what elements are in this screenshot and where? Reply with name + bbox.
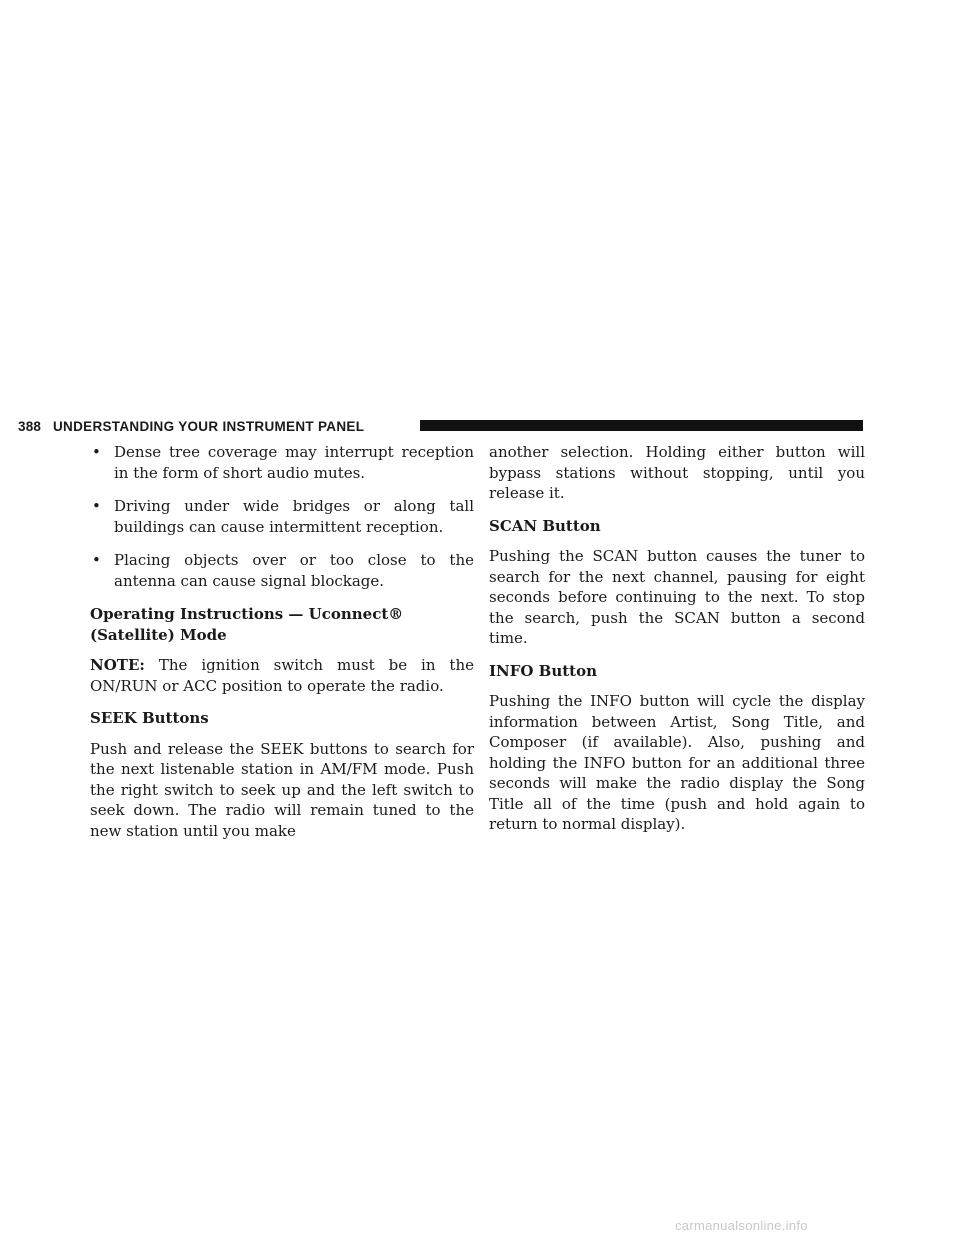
watermark: carmanualsonline.info bbox=[675, 1218, 808, 1233]
scan-paragraph: Pushing the SCAN button causes the tuner to search for the next channel, pausing for eight seconds before continuing to the next. To stop the search, push the SCAN button a second time. bbox=[489, 547, 865, 647]
info-heading: INFO Button bbox=[489, 661, 598, 680]
bullet-text: Driving under wide bridges or along tall buildings can cause intermittent reception. bbox=[114, 497, 474, 536]
right-column bbox=[489, 442, 865, 847]
bullet-item bbox=[90, 550, 474, 591]
bullet-icon: • bbox=[92, 551, 101, 569]
bullet-text: Dense tree coverage may interrupt reception in the form of short audio mutes. bbox=[114, 443, 474, 482]
info-paragraph: Pushing the INFO button will cycle the display information between Artist, Song Title, and Composer (if available). Also, pushing and holding the INFO button for an additional three seconds will make the radio display the Song Title all of the time (push and hold again to return to normal display). bbox=[489, 692, 865, 833]
page-number: 388 bbox=[18, 419, 42, 434]
operating-instructions-heading: Operating Instructions — Uconnect® (Satellite) Mode bbox=[90, 605, 404, 644]
seek-heading: SEEK Buttons bbox=[90, 709, 209, 727]
note-paragraph bbox=[90, 655, 474, 696]
bullet-icon: • bbox=[92, 443, 101, 461]
seek-paragraph: Push and release the SEEK buttons to search for the next listenable station in AM/FM mode. Push the right switch to seek up and the left switch to seek down. The radio will remain tuned to the new station until you make bbox=[90, 739, 474, 840]
page-header bbox=[18, 418, 863, 438]
bullet-item bbox=[90, 496, 474, 537]
section-title: UNDERSTANDING YOUR INSTRUMENT PANEL bbox=[53, 419, 365, 434]
seek-continued-paragraph: another selection. Holding either button will bypass stations without stopping, until you release it. bbox=[489, 443, 865, 502]
bullet-item bbox=[90, 442, 474, 483]
bullet-text: Placing objects over or too close to the antenna can cause signal blockage. bbox=[114, 551, 474, 590]
header-rule bbox=[420, 420, 863, 431]
note-text: The ignition switch must be in the ON/RUN or ACC position to operate the radio. bbox=[90, 656, 474, 695]
left-column bbox=[90, 442, 474, 853]
note-label: NOTE: bbox=[90, 656, 145, 674]
bullet-icon: • bbox=[92, 497, 101, 515]
scan-heading: SCAN Button bbox=[489, 516, 601, 535]
